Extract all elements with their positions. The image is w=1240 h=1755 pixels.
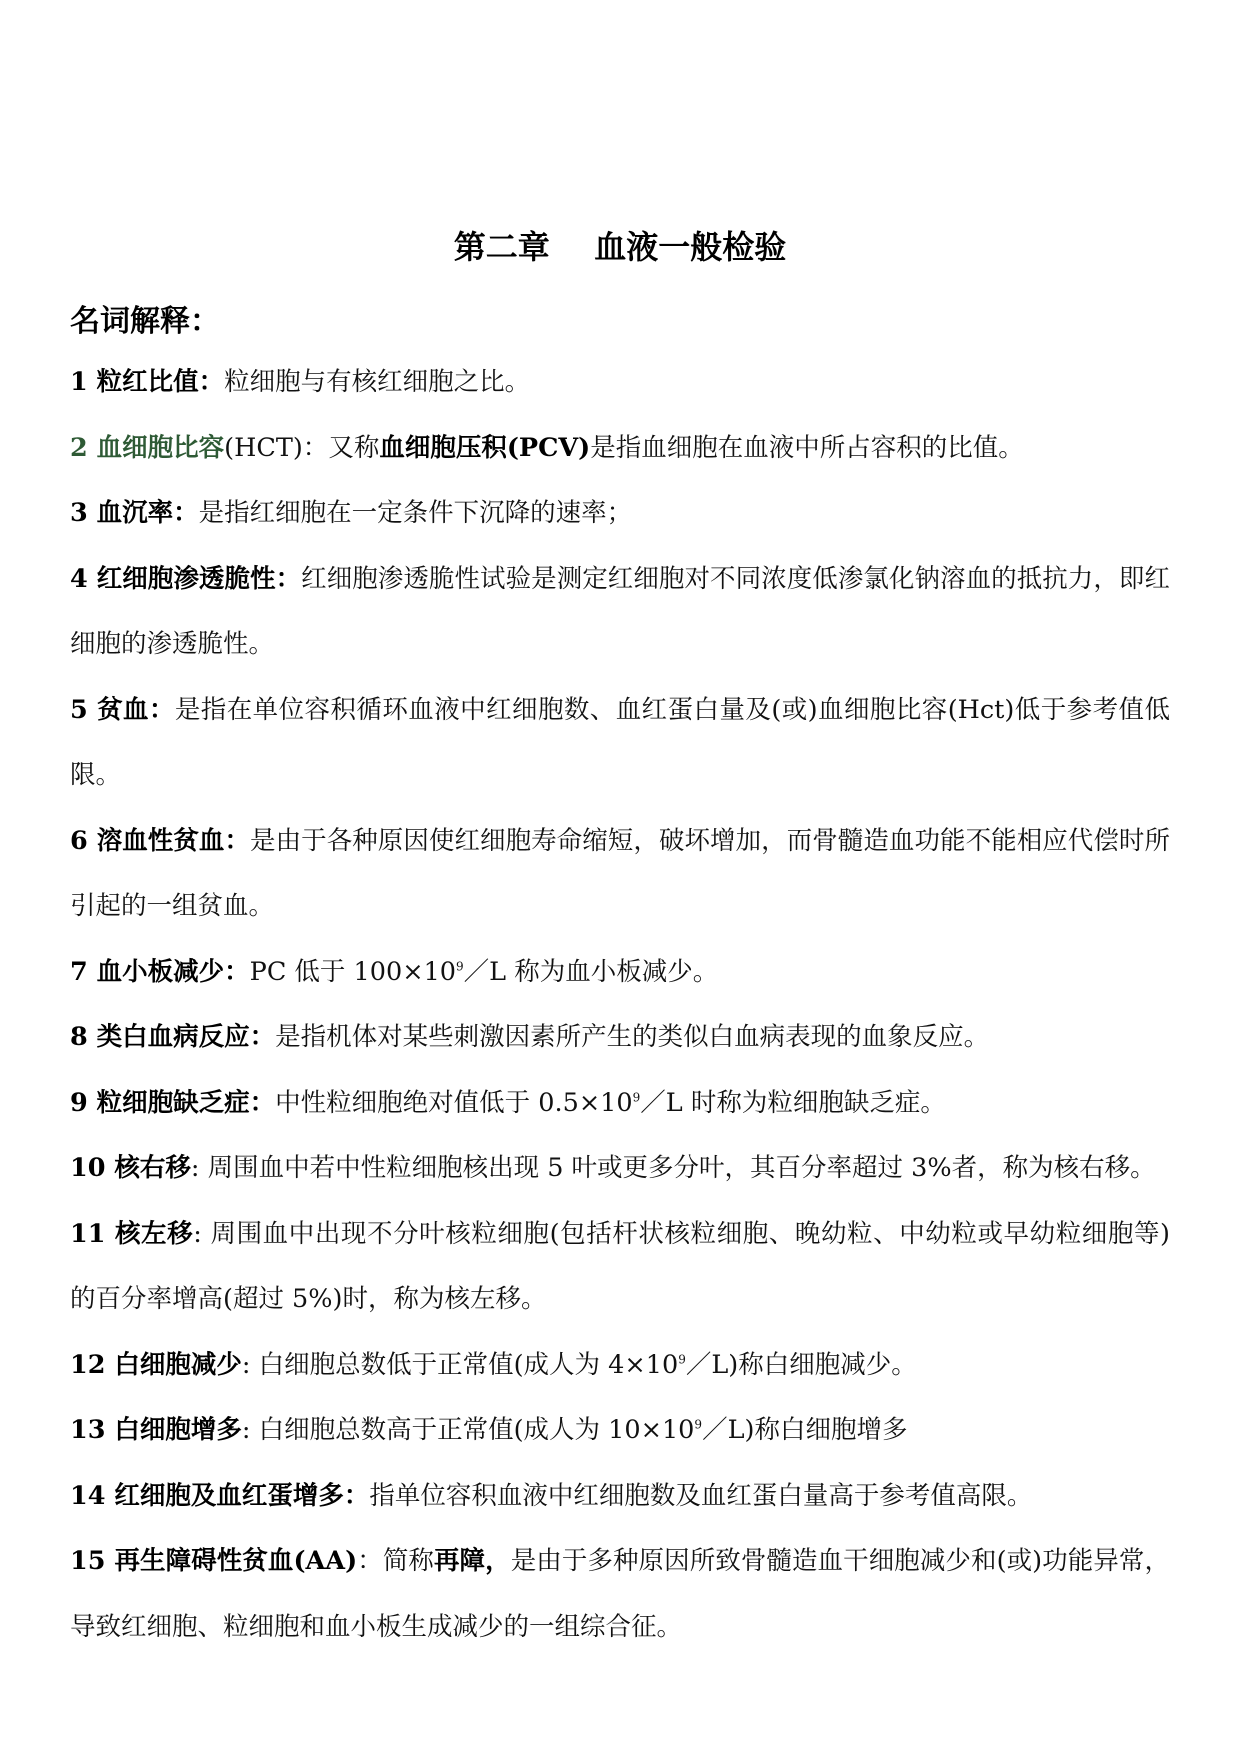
entry-separator: ：: [357, 1546, 383, 1576]
definition-entry: [70, 1333, 1170, 1399]
entry-term: 贫血: [97, 694, 149, 725]
definition-entry: [70, 547, 1170, 678]
entry-text: PC 低于 100×10: [249, 956, 457, 987]
entry-text: 周围血中若中性粒细胞核出现 5 叶或更多分叶，其百分率超过 3%者，称为核右移。: [207, 1153, 1156, 1183]
entry-text: 是指红细胞在一定条件下沉降的速率；: [198, 498, 633, 528]
entry-alt-term: 血细胞压积(PCV): [379, 432, 591, 463]
entry-separator: ：: [275, 563, 302, 594]
entry-number: 14: [70, 1480, 115, 1511]
entry-text: 红细胞渗透脆性试验是测定红细胞对不同浓度低渗氯化钠溶血的抵抗力，即红细胞的渗透脆性。: [70, 563, 1170, 659]
entry-alt-term: 再障，: [433, 1546, 511, 1576]
entry-text: 是由于各种原因使红细胞寿命缩短，破坏增加，而骨髓造血功能不能相应代偿时所引起的一组贫血。: [70, 825, 1170, 921]
definition-entry: [70, 1071, 1170, 1137]
entry-separator: ：: [224, 825, 251, 856]
entry-term: 白细胞增多: [114, 1415, 242, 1445]
entry-number: 7: [70, 956, 97, 987]
entry-separator: :: [241, 1349, 259, 1380]
definition-entry: [70, 1464, 1170, 1530]
definition-entry: [70, 1398, 1170, 1464]
entry-text: 中性粒细胞绝对值低于 0.5×10: [275, 1087, 633, 1118]
entry-number: 4: [70, 563, 97, 594]
entry-term: 再生障碍性贫血(AA): [114, 1546, 358, 1576]
entry-text: 简称: [382, 1546, 434, 1576]
entry-term: 核右移: [114, 1153, 191, 1183]
entry-text: 白细胞总数低于正常值(成人为 4×10: [258, 1349, 679, 1380]
definition-entry: [70, 481, 1170, 547]
entry-text: ／L)称白细胞减少。: [685, 1349, 917, 1380]
entry-separator: ：: [224, 956, 250, 987]
definition-entry: [70, 350, 1170, 416]
entry-text: 是指在单位容积循环血液中红细胞数、血红蛋白量及(或)血细胞比容(Hct)低于参考值低限。: [70, 694, 1170, 790]
entry-term: 粒细胞缺乏症: [96, 1087, 250, 1118]
entry-term: 红细胞渗透脆性: [96, 563, 276, 594]
entry-separator: :: [190, 1153, 208, 1183]
entry-separator: ：: [343, 1480, 370, 1511]
entry-text: 是由于多种原因所致骨髓造血干细胞减少和(或)功能异常，导致红细胞、粒细胞和血小板生成减少的一组综合征。: [70, 1546, 1170, 1642]
entry-number: 2: [70, 432, 97, 463]
entry-number: 3: [70, 498, 97, 528]
entry-number: 11: [70, 1218, 115, 1249]
entry-number: 8: [70, 1022, 97, 1052]
entry-number: 10: [70, 1153, 115, 1183]
entry-number: 5: [70, 694, 98, 725]
entry-text: ／L 时称为粒细胞缺乏症。: [640, 1087, 946, 1118]
entry-separator: ：: [302, 432, 329, 463]
entry-term: 核左移: [114, 1218, 194, 1249]
entry-abbreviation: (HCT): [224, 432, 303, 463]
exponent: 9: [694, 1417, 703, 1432]
definition-entry: [70, 678, 1170, 809]
entry-separator: ：: [173, 498, 199, 528]
entry-text: ／L 称为血小板减少。: [463, 956, 719, 987]
definition-entry: [70, 1529, 1170, 1660]
entry-separator: ：: [249, 1022, 276, 1052]
entry-term: 红细胞及血红蛋增多: [114, 1480, 344, 1511]
entry-separator: ：: [198, 367, 225, 397]
definition-entry: [70, 1202, 1170, 1333]
definition-entry: [70, 1005, 1170, 1071]
entry-text: 周围血中出现不分叶核粒细胞(包括杆状核粒细胞、晚幼粒、中幼粒或早幼粒细胞等)的百分率增高(超过 5%)时，称为核左移。: [70, 1218, 1170, 1314]
entry-number: 12: [70, 1349, 115, 1380]
entry-term: 类白血病反应: [96, 1022, 250, 1052]
exponent: 9: [632, 1090, 641, 1104]
entry-number: 9: [70, 1087, 97, 1118]
entry-separator: ：: [148, 694, 175, 725]
entry-term: 粒红比值: [96, 367, 199, 397]
definition-entry: [70, 809, 1170, 940]
definition-entry: [70, 416, 1170, 482]
entry-text: 白细胞总数高于正常值(成人为 10×10: [258, 1415, 695, 1445]
entry-text: ／L)称白细胞增多: [702, 1415, 908, 1445]
entry-term: 血沉率: [96, 498, 174, 528]
entry-number: 15: [70, 1546, 115, 1576]
entry-text: 又称: [328, 432, 380, 463]
chapter-title: 第二章 血液一般检验: [453, 228, 787, 266]
entry-number: 13: [70, 1415, 115, 1445]
entry-text: 粒细胞与有核红细胞之比。: [224, 367, 531, 397]
entry-separator: :: [193, 1218, 211, 1249]
exponent: 9: [678, 1352, 686, 1366]
entry-separator: ：: [249, 1087, 276, 1118]
section-heading: 名词解释：: [70, 304, 220, 339]
entry-term: 白细胞减少: [114, 1349, 242, 1380]
entry-text: 指单位容积血液中红细胞数及血红蛋白量高于参考值高限。: [369, 1480, 1033, 1511]
definitions-list: [70, 350, 1170, 1660]
entry-separator: :: [241, 1415, 259, 1445]
entry-text: 是指血细胞在血液中所占容积的比值。: [590, 432, 1024, 463]
entry-text: 是指机体对某些刺激因素所产生的类似白血病表现的血象反应。: [275, 1022, 990, 1052]
entry-term: 血小板减少: [96, 956, 225, 987]
definition-entry: [70, 940, 1170, 1006]
entry-term: 溶血性贫血: [96, 825, 225, 856]
entry-term: 血细胞比容: [96, 432, 225, 463]
exponent: 9: [456, 959, 464, 973]
definition-entry: [70, 1136, 1170, 1202]
entry-number: 6: [70, 825, 97, 856]
entry-number: 1: [70, 367, 97, 397]
